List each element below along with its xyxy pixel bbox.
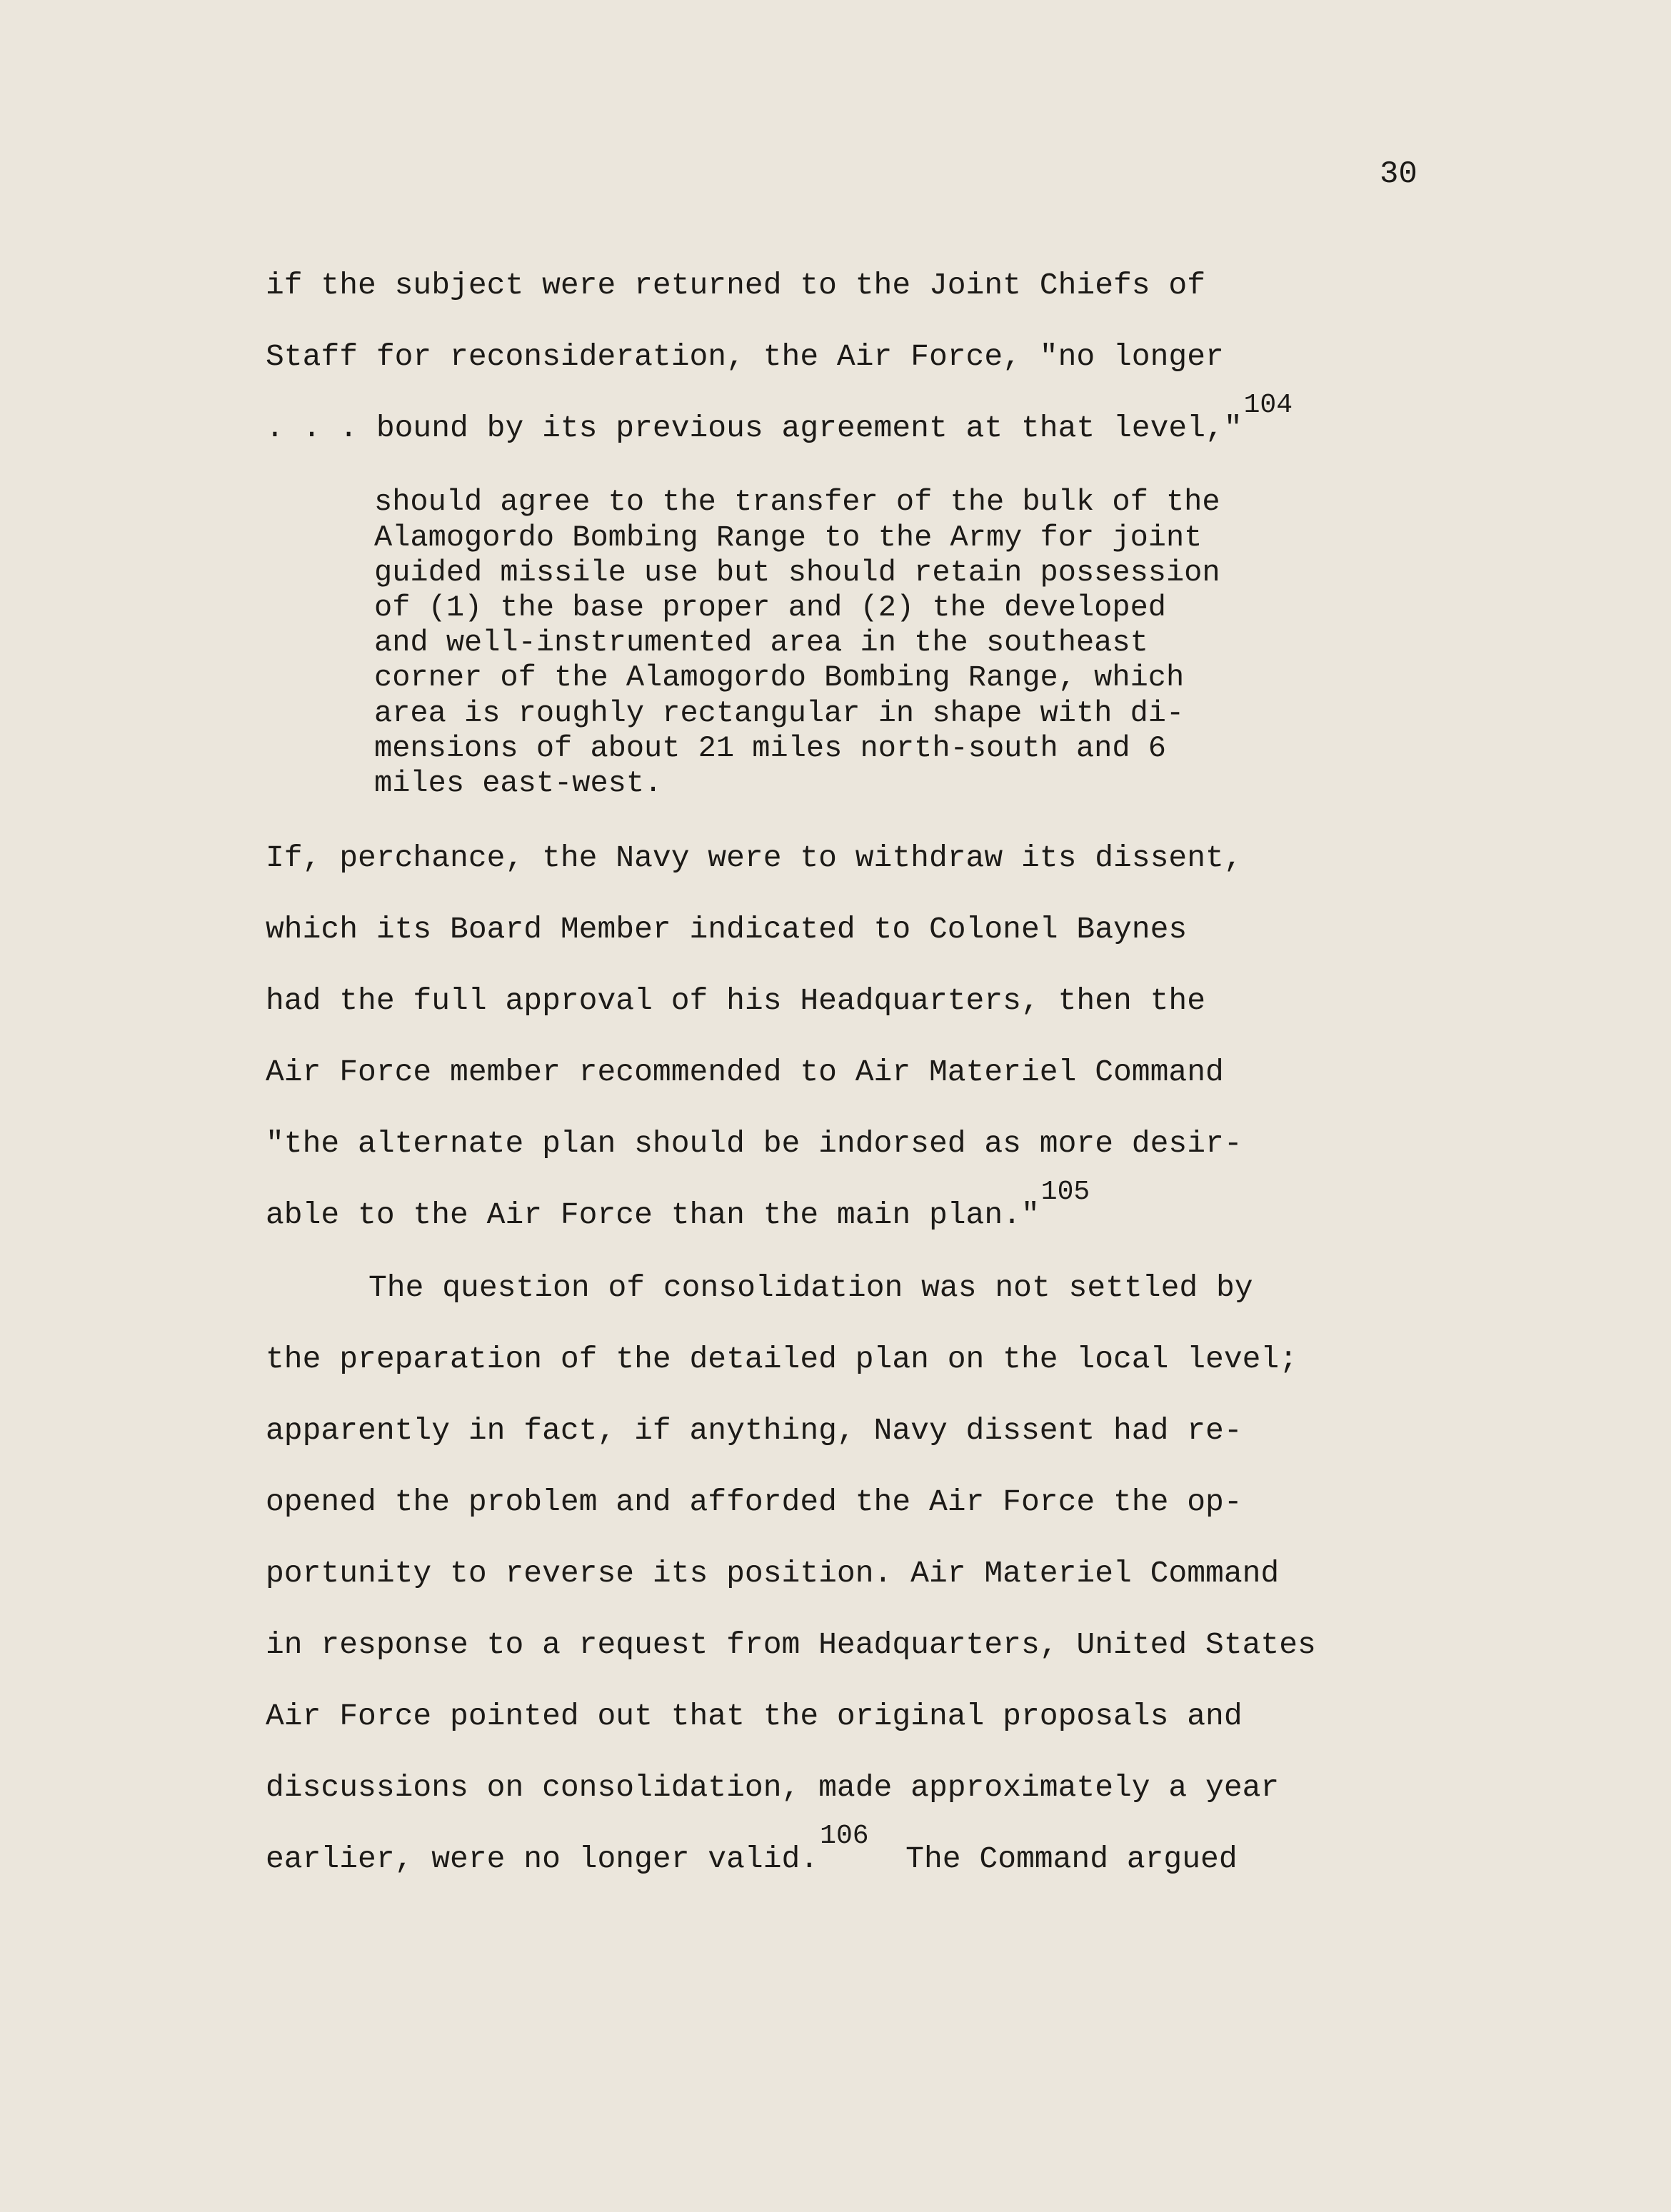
quote-line: miles east-west. — [374, 766, 663, 800]
quote-line: of (1) the base proper and (2) the developed — [374, 590, 1166, 625]
footnote-ref-104: 104 — [1243, 390, 1293, 421]
paragraph-line-text: earlier, were no longer valid. — [266, 1841, 819, 1876]
quote-line: and well-instrumented area in the southeast — [374, 625, 1148, 660]
paragraph-line-text: able to the Air Force than the main plan." — [266, 1197, 1040, 1232]
footnote-ref-105: 105 — [1040, 1177, 1090, 1207]
paragraph-line: Air Force member recommended to Air Materiel Command — [266, 1055, 1224, 1090]
paragraph-line: If, perchance, the Navy were to withdraw its dissent, — [266, 840, 1243, 875]
paragraph-line: The question of consolidation was not settled by — [368, 1270, 1253, 1305]
quote-line: area is roughly rectangular in shape with di- — [374, 696, 1185, 730]
paragraph-line: "the alternate plan should be indorsed as more desir- — [266, 1126, 1243, 1161]
paragraph-line: in response to a request from Headquarters, United States — [266, 1627, 1316, 1662]
paragraph-line: portunity to reverse its position. Air Materiel Command — [266, 1556, 1280, 1591]
paragraph-line: opened the problem and afforded the Air Force the op- — [266, 1484, 1243, 1519]
paragraph-line — [266, 1821, 1238, 1876]
quote-line: Alamogordo Bombing Range to the Army for joint — [374, 521, 1203, 555]
paragraph-line: discussions on consolidation, made approximately a year — [266, 1770, 1280, 1805]
paragraph-line: Air Force pointed out that the original proposals and — [266, 1699, 1243, 1734]
paragraph-line: apparently in fact, if anything, Navy dissent had re- — [266, 1413, 1243, 1448]
quote-line: should agree to the transfer of the bulk of the — [374, 485, 1220, 519]
paragraph-line: if the subject were returned to the Joint Chiefs of — [266, 268, 1206, 303]
paragraph-line: the preparation of the detailed plan on the local level; — [266, 1342, 1298, 1377]
paragraph-line — [266, 1177, 1090, 1232]
quote-line: corner of the Alamogordo Bombing Range, which — [374, 660, 1185, 695]
paragraph-line: Staff for reconsideration, the Air Force, "no longer — [266, 339, 1224, 374]
page-number: 30 — [1380, 156, 1417, 192]
paragraph-line: which its Board Member indicated to Colonel Baynes — [266, 912, 1188, 947]
paragraph-line-text: . . . bound by its previous agreement at that level," — [266, 411, 1243, 446]
footnote-ref-106: 106 — [820, 1821, 869, 1851]
quote-line: guided missile use but should retain possession — [374, 555, 1220, 590]
paragraph-line: had the full approval of his Headquarters, then the — [266, 983, 1206, 1018]
quote-line: mensions of about 21 miles north-south and 6 — [374, 731, 1166, 765]
paragraph-line — [266, 390, 1293, 446]
paragraph-line-continuation: The Command argued — [905, 1841, 1238, 1876]
